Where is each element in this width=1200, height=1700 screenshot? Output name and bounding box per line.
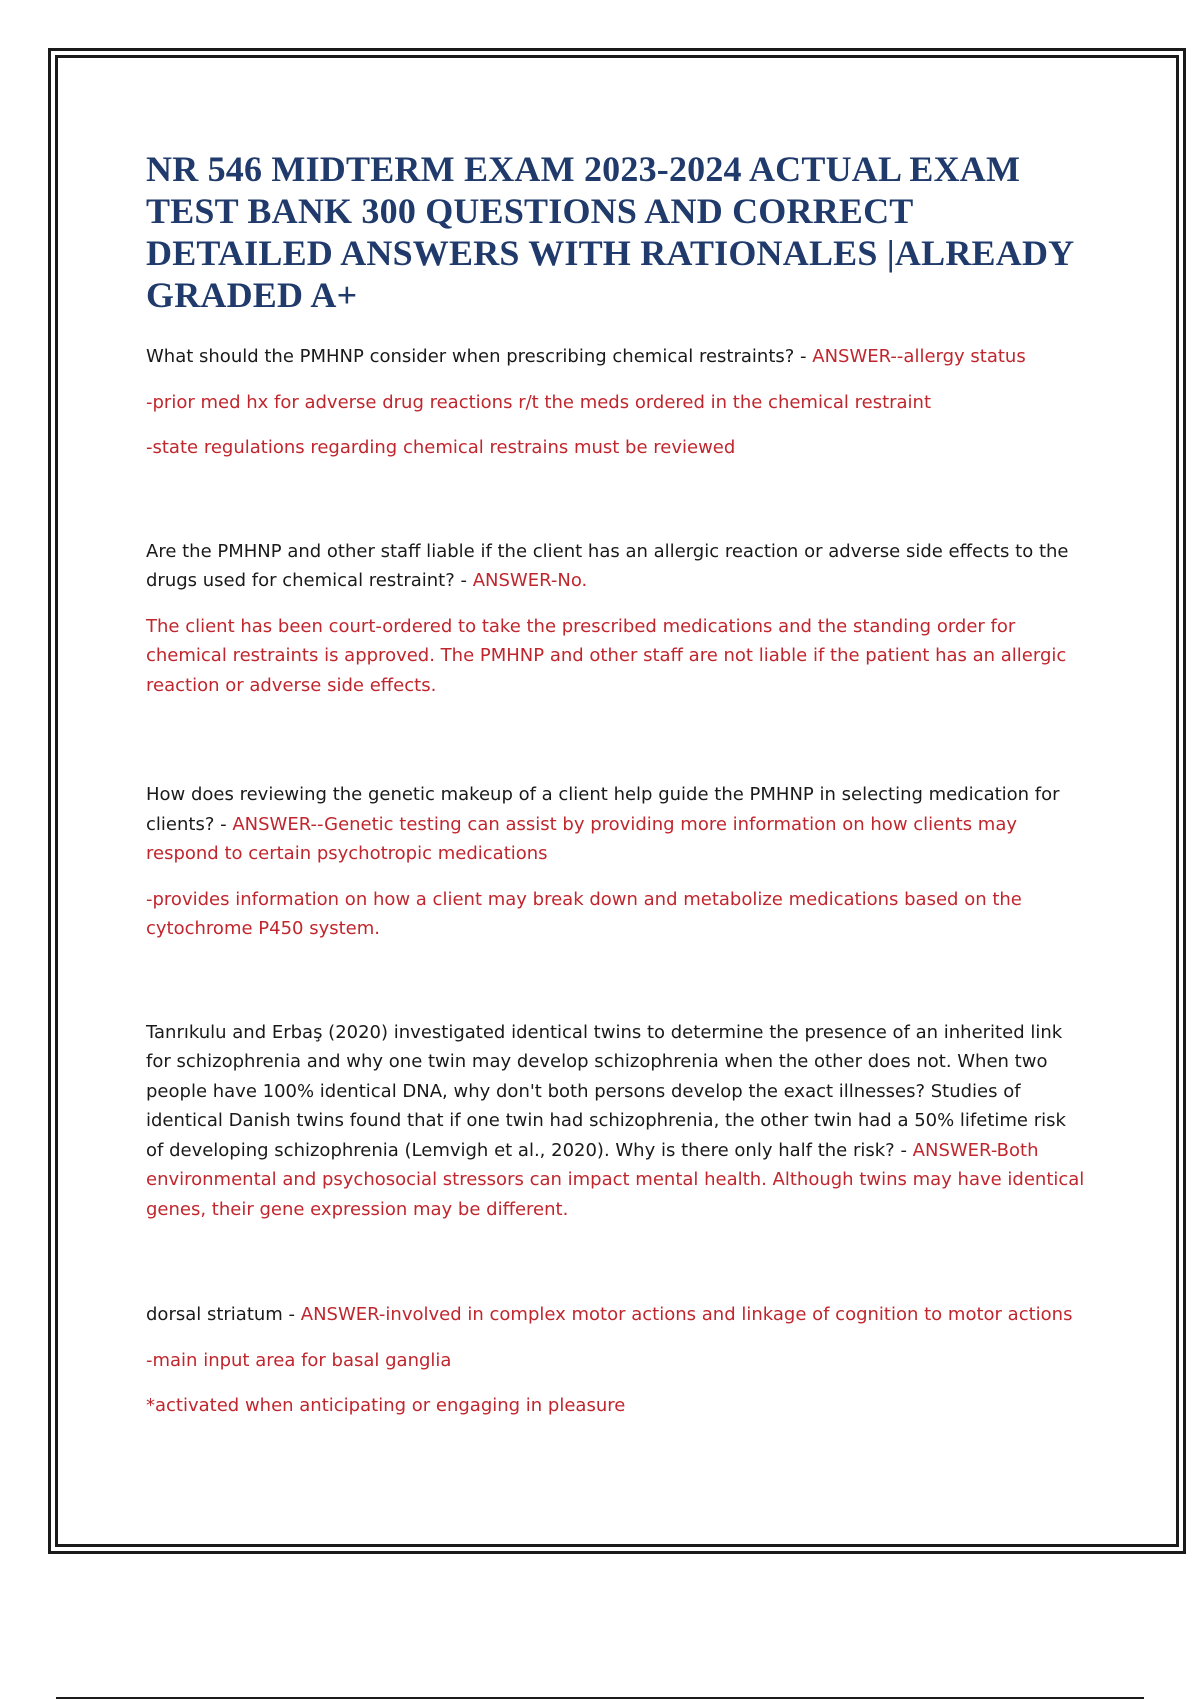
answer-detail: -provides information on how a client may break down and metabolize medications based on the cytochrome P450 system. bbox=[146, 888, 1022, 939]
answer: ANSWER--Genetic testing can assist by providing more information on how clients may respond to certain psychotropic medications bbox=[146, 813, 1018, 864]
document-content bbox=[146, 148, 1086, 1437]
answer: ANSWER-Both environmental and psychosocial stressors can impact mental health. Although twins may have identical genes, their gene expression may be different. bbox=[146, 1139, 1085, 1220]
answer-detail: -state regulations regarding chemical restrains must be reviewed bbox=[146, 437, 736, 458]
question: Tanrıkulu and Erbaş (2020) investigated identical twins to determine the presence of an inherited link for schizophrenia and why one twin may develop schizophrenia when the other does not. When two people have 100% identical DNA, why don't both persons develop the exact illnesses? Studies of identical Danish twins found that if one twin had schizophrenia, the other twin had a 50% lifetime risk of developing schizophrenia (Lemvigh et al., 2020). Why is there only half the risk? - bbox=[146, 1021, 1066, 1161]
answer: ANSWER-involved in complex motor actions and linkage of cognition to motor actions bbox=[300, 1304, 1073, 1325]
question-text bbox=[146, 342, 1086, 372]
question: How does reviewing the genetic makeup of a client help guide the PMHNP in selecting medication for clients? - bbox=[146, 784, 1060, 835]
qa-item-2 bbox=[146, 537, 1086, 701]
bottom-divider bbox=[56, 1697, 1144, 1699]
qa-item-5 bbox=[146, 1300, 1086, 1421]
answer-detail: -main input area for basal ganglia bbox=[146, 1349, 452, 1371]
qa-item-3 bbox=[146, 780, 1086, 944]
question: What should the PMHNP consider when prescribing chemical restraints? - bbox=[146, 346, 813, 367]
question-text bbox=[146, 1018, 1086, 1225]
qa-item-1 bbox=[146, 342, 1086, 463]
answer: ANSWER--allergy status bbox=[812, 346, 1026, 367]
question: Are the PMHNP and other staff liable if the client has an allergic reaction or adverse side effects to the drugs used for chemical restraint? - bbox=[146, 540, 1069, 591]
answer-detail: -prior med hx for adverse drug reactions r/t the meds ordered in the chemical restraint bbox=[146, 391, 932, 413]
question: dorsal striatum - bbox=[146, 1304, 301, 1325]
answer-detail: *activated when anticipating or engaging in pleasure bbox=[146, 1395, 626, 1416]
question-text bbox=[146, 537, 1086, 596]
document-title: NR 546 MIDTERM EXAM 2023-2024 ACTUAL EXAM TEST BANK 300 QUESTIONS AND CORRECT DETAILED ANSWERS WITH RATIONALES |ALREADY GRADED A+ bbox=[146, 149, 1074, 315]
answer-detail: The client has been court-ordered to take the prescribed medications and the standing order for chemical restraints is approved. The PMHNP and other staff are not liable if the patient has an allergic reaction or adverse side effects. bbox=[146, 615, 1067, 696]
question-text bbox=[146, 780, 1086, 869]
qa-item-4 bbox=[146, 1018, 1086, 1225]
question-text bbox=[146, 1300, 1086, 1330]
answer: ANSWER-No. bbox=[472, 570, 588, 591]
